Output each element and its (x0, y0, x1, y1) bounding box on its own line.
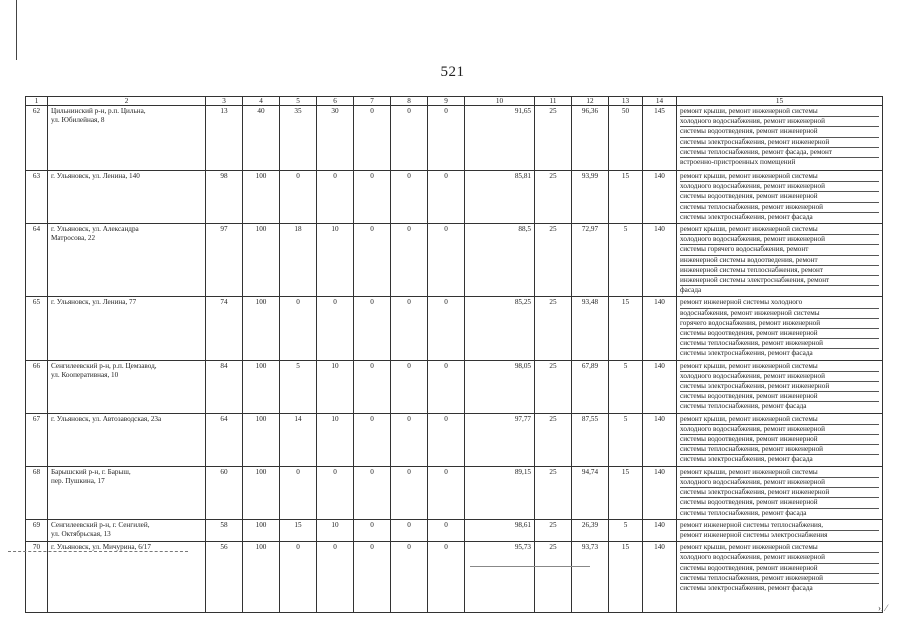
value-cell-c9: 0 (428, 542, 465, 613)
address-line: Барышский р-н, г. Барыш, (51, 467, 131, 476)
value-cell-c8: 0 (391, 542, 428, 613)
header-cell: 4 (243, 97, 280, 106)
row-number: 62 (26, 106, 48, 171)
address-line: Сенгилеевский р-н, г. Сенгилей, (51, 520, 150, 529)
header-cell: 13 (609, 97, 643, 106)
value-cell-c9: 0 (428, 519, 465, 541)
works-cell (677, 106, 883, 171)
value-cell-c11: 25 (535, 224, 572, 297)
value-cell-c7: 0 (354, 106, 391, 171)
value-cell-c4: 100 (243, 360, 280, 413)
value-cell-c13: 15 (609, 542, 643, 613)
table-row (26, 106, 883, 171)
table-row (26, 171, 883, 224)
value-cell-c14: 140 (643, 360, 677, 413)
value-cell-c4: 100 (243, 542, 280, 613)
address-line: ул. Кооперативная, 10 (51, 370, 119, 379)
value-cell-c6: 30 (317, 106, 354, 171)
value-cell-c13: 5 (609, 224, 643, 297)
works-line: холодного водоснабжения, ремонт инженерной (680, 553, 879, 563)
value-cell-c7: 0 (354, 542, 391, 613)
value-cell-c4: 100 (243, 466, 280, 519)
header-cell: 1 (26, 97, 48, 106)
header-cell: 12 (572, 97, 609, 106)
works-line: инженерной системы теплоснабжения, ремонт (680, 266, 879, 276)
works-line: холодного водоснабжения, ремонт инженерной (680, 478, 879, 488)
value-cell-c4: 100 (243, 413, 280, 466)
value-cell-c11: 25 (535, 171, 572, 224)
value-cell-c11: 25 (535, 413, 572, 466)
works-cell (677, 171, 883, 224)
works-line: системы теплоснабжения, ремонт инженерной (680, 574, 879, 584)
row-number: 69 (26, 519, 48, 541)
value-cell-c12: 93,73 (572, 542, 609, 613)
value-cell-c14: 140 (643, 466, 677, 519)
table-row (26, 466, 883, 519)
works-line: ремонт инженерной системы электроснабжения (680, 530, 828, 539)
works-cell (677, 466, 883, 519)
header-cell: 5 (280, 97, 317, 106)
repair-table (25, 96, 883, 613)
works-line: системы теплоснабжения, ремонт инженерной (680, 339, 879, 349)
value-cell-c5: 0 (280, 542, 317, 613)
works-line: системы горячего водоснабжения, ремонт (680, 245, 879, 255)
value-cell-c6: 0 (317, 297, 354, 360)
value-cell-c9: 0 (428, 224, 465, 297)
works-line: фасада (680, 286, 702, 295)
header-cell: 7 (354, 97, 391, 106)
value-cell-c11: 25 (535, 297, 572, 360)
header-row (26, 97, 883, 106)
value-cell-c12: 26,39 (572, 519, 609, 541)
value-cell-c3: 74 (206, 297, 243, 360)
works-line: водоснабжения, ремонт инженерной системы (680, 309, 879, 319)
value-cell-c13: 15 (609, 171, 643, 224)
works-line: системы электроснабжения, ремонт фасада (680, 349, 813, 358)
works-line: холодного водоснабжения, ремонт инженерной (680, 117, 879, 127)
works-line: ремонт крыши, ремонт инженерной системы (680, 362, 879, 372)
table-row (26, 519, 883, 541)
value-cell-c13: 15 (609, 297, 643, 360)
works-cell (677, 297, 883, 360)
address-cell (48, 171, 206, 224)
address-line: г. Ульяновск, ул. Ленина, 77 (51, 298, 137, 307)
value-cell-c3: 13 (206, 106, 243, 171)
margin-line (16, 0, 17, 60)
value-cell-c13: 15 (609, 466, 643, 519)
address-line: пер. Пушкина, 17 (51, 476, 105, 485)
value-cell-c7: 0 (354, 171, 391, 224)
value-cell-c12: 87,55 (572, 413, 609, 466)
value-cell-c10: 88,5 (465, 224, 535, 297)
row-number: 63 (26, 171, 48, 224)
value-cell-c3: 58 (206, 519, 243, 541)
value-cell-c13: 50 (609, 106, 643, 171)
header-cell: 2 (48, 97, 206, 106)
works-line: ремонт инженерной системы теплоснабжения, (680, 521, 879, 531)
value-cell-c7: 0 (354, 297, 391, 360)
value-cell-c9: 0 (428, 466, 465, 519)
address-cell (48, 297, 206, 360)
works-cell (677, 224, 883, 297)
works-line: ремонт инженерной системы холодного (680, 298, 879, 308)
value-cell-c3: 56 (206, 542, 243, 613)
value-cell-c10: 89,15 (465, 466, 535, 519)
address-cell (48, 106, 206, 171)
value-cell-c10: 97,77 (465, 413, 535, 466)
row-number: 67 (26, 413, 48, 466)
header-cell: 3 (206, 97, 243, 106)
value-cell-c6: 0 (317, 542, 354, 613)
table-row (26, 224, 883, 297)
works-line: ремонт крыши, ремонт инженерной системы (680, 225, 879, 235)
header-cell: 9 (428, 97, 465, 106)
value-cell-c12: 93,99 (572, 171, 609, 224)
value-cell-c4: 100 (243, 297, 280, 360)
value-cell-c7: 0 (354, 360, 391, 413)
value-cell-c5: 5 (280, 360, 317, 413)
address-cell (48, 360, 206, 413)
value-cell-c8: 0 (391, 106, 428, 171)
value-cell-c10: 85,81 (465, 171, 535, 224)
value-cell-c6: 0 (317, 171, 354, 224)
header-cell: 14 (643, 97, 677, 106)
value-cell-c14: 140 (643, 224, 677, 297)
value-cell-c13: 5 (609, 360, 643, 413)
value-cell-c14: 145 (643, 106, 677, 171)
works-line: системы водоотведения, ремонт инженерной (680, 329, 879, 339)
value-cell-c7: 0 (354, 466, 391, 519)
address-line: г. Ульяновск, ул. Ленина, 140 (51, 172, 140, 180)
address-line: г. Ульяновск, ул. Автозаводская, 23а (51, 414, 162, 423)
value-cell-c4: 100 (243, 171, 280, 224)
value-cell-c5: 0 (280, 466, 317, 519)
address-line: г. Ульяновск, ул. Александра (51, 225, 139, 234)
value-cell-c10: 98,61 (465, 519, 535, 541)
value-cell-c5: 15 (280, 519, 317, 541)
value-cell-c12: 67,89 (572, 360, 609, 413)
value-cell-c3: 84 (206, 360, 243, 413)
value-cell-c5: 0 (280, 171, 317, 224)
value-cell-c11: 25 (535, 360, 572, 413)
value-cell-c8: 0 (391, 224, 428, 297)
works-line: системы электроснабжения, ремонт фасада (680, 455, 813, 464)
address-cell (48, 466, 206, 519)
header-cell: 10 (465, 97, 535, 106)
value-cell-c10: 95,73 (465, 542, 535, 613)
works-line: системы теплоснабжения, ремонт инженерной (680, 445, 879, 455)
works-line: холодного водоснабжения, ремонт инженерной (680, 425, 879, 435)
value-cell-c13: 5 (609, 413, 643, 466)
works-line: инженерной системы водоотведения, ремонт (680, 256, 879, 266)
scan-artifact-line (470, 566, 590, 567)
address-line: Сенгилеевский р-н, р.п. Цемзавод, (51, 361, 157, 370)
value-cell-c12: 93,48 (572, 297, 609, 360)
row-number: 65 (26, 297, 48, 360)
value-cell-c14: 140 (643, 542, 677, 613)
value-cell-c11: 25 (535, 466, 572, 519)
value-cell-c14: 140 (643, 171, 677, 224)
works-line: системы электроснабжения, ремонт фасада (680, 583, 813, 592)
works-line: горячего водоснабжения, ремонт инженерной (680, 319, 879, 329)
address-cell (48, 224, 206, 297)
value-cell-c3: 98 (206, 171, 243, 224)
works-line: встроенно-пристроенных помещений (680, 158, 796, 167)
works-line: холодного водоснабжения, ремонт инженерной (680, 235, 879, 245)
value-cell-c3: 64 (206, 413, 243, 466)
value-cell-c6: 10 (317, 519, 354, 541)
value-cell-c14: 140 (643, 413, 677, 466)
works-line: системы водоотведения, ремонт инженерной (680, 192, 879, 202)
works-line: ремонт крыши, ремонт инженерной системы (680, 172, 879, 182)
value-cell-c12: 96,36 (572, 106, 609, 171)
address-line: ул. Юбилейная, 8 (51, 116, 105, 125)
table-row (26, 297, 883, 360)
works-line: ремонт крыши, ремонт инженерной системы (680, 543, 879, 553)
value-cell-c4: 100 (243, 519, 280, 541)
works-line: холодного водоснабжения, ремонт инженерной (680, 372, 879, 382)
works-line: холодного водоснабжения, ремонт инженерной (680, 182, 879, 192)
works-line: ремонт крыши, ремонт инженерной системы (680, 468, 879, 478)
value-cell-c9: 0 (428, 297, 465, 360)
value-cell-c8: 0 (391, 413, 428, 466)
table-row (26, 360, 883, 413)
scan-artifact-line (8, 551, 188, 552)
value-cell-c6: 10 (317, 224, 354, 297)
header-cell: 11 (535, 97, 572, 106)
works-line: системы теплоснабжения, ремонт фасада (680, 402, 807, 411)
row-number: 68 (26, 466, 48, 519)
works-cell (677, 542, 883, 613)
header-cell: 6 (317, 97, 354, 106)
value-cell-c9: 0 (428, 360, 465, 413)
address-cell (48, 519, 206, 541)
value-cell-c9: 0 (428, 413, 465, 466)
works-cell (677, 519, 883, 541)
value-cell-c5: 35 (280, 106, 317, 171)
header-cell: 8 (391, 97, 428, 106)
value-cell-c11: 25 (535, 542, 572, 613)
value-cell-c8: 0 (391, 297, 428, 360)
value-cell-c10: 91,65 (465, 106, 535, 171)
value-cell-c7: 0 (354, 413, 391, 466)
value-cell-c4: 100 (243, 224, 280, 297)
works-line: системы теплоснабжения, ремонт фасада, ремонт (680, 148, 879, 158)
address-cell (48, 413, 206, 466)
value-cell-c11: 25 (535, 106, 572, 171)
address-line: г. Ульяновск, ул. Мичурина, 6/17 (51, 543, 151, 552)
value-cell-c12: 72,97 (572, 224, 609, 297)
header-cell: 15 (677, 97, 883, 106)
works-line: системы электроснабжения, ремонт инженерной (680, 382, 879, 392)
works-line: системы электроснабжения, ремонт инженерной (680, 488, 879, 498)
table-row (26, 413, 883, 466)
value-cell-c8: 0 (391, 171, 428, 224)
works-cell (677, 413, 883, 466)
value-cell-c14: 140 (643, 519, 677, 541)
works-cell (677, 360, 883, 413)
address-line: Матросова, 22 (51, 234, 96, 243)
value-cell-c6: 0 (317, 466, 354, 519)
address-cell (48, 542, 206, 613)
works-line: системы электроснабжения, ремонт инженерной (680, 138, 879, 148)
value-cell-c5: 14 (280, 413, 317, 466)
value-cell-c3: 97 (206, 224, 243, 297)
value-cell-c6: 10 (317, 413, 354, 466)
value-cell-c12: 94,74 (572, 466, 609, 519)
works-line: системы электроснабжения, ремонт фасада (680, 212, 813, 221)
works-line: системы водоотведения, ремонт инженерной (680, 392, 879, 402)
address-line: ул. Октябрьская, 13 (51, 529, 111, 538)
row-number: 70 (26, 542, 48, 613)
works-line: системы водоотведения, ремонт инженерной (680, 498, 879, 508)
value-cell-c8: 0 (391, 466, 428, 519)
works-line: ремонт крыши, ремонт инженерной системы (680, 415, 879, 425)
value-cell-c8: 0 (391, 360, 428, 413)
value-cell-c10: 98,05 (465, 360, 535, 413)
value-cell-c8: 0 (391, 519, 428, 541)
works-line: системы водоотведения, ремонт инженерной (680, 564, 879, 574)
page-number: 521 (440, 64, 465, 80)
works-line: ремонт крыши, ремонт инженерной системы (680, 107, 879, 117)
value-cell-c9: 0 (428, 171, 465, 224)
value-cell-c13: 5 (609, 519, 643, 541)
works-line: системы водоотведения, ремонт инженерной (680, 127, 879, 137)
value-cell-c7: 0 (354, 519, 391, 541)
value-cell-c14: 140 (643, 297, 677, 360)
address-line: Цильнинский р-н, р.п. Цильна, (51, 107, 146, 115)
value-cell-c4: 40 (243, 106, 280, 171)
row-number: 66 (26, 360, 48, 413)
works-line: системы теплоснабжения, ремонт инженерной (680, 203, 879, 213)
value-cell-c11: 25 (535, 519, 572, 541)
value-cell-c6: 10 (317, 360, 354, 413)
value-cell-c7: 0 (354, 224, 391, 297)
value-cell-c9: 0 (428, 106, 465, 171)
value-cell-c10: 85,25 (465, 297, 535, 360)
works-line: инженерной системы электроснабжения, ремонт (680, 276, 879, 286)
value-cell-c3: 60 (206, 466, 243, 519)
scan-mark: ›, ⁄ (878, 603, 887, 613)
table-row (26, 542, 883, 613)
row-number: 64 (26, 224, 48, 297)
works-line: системы теплоснабжения, ремонт фасада (680, 508, 807, 517)
value-cell-c5: 18 (280, 224, 317, 297)
value-cell-c5: 0 (280, 297, 317, 360)
works-line: системы водоотведения, ремонт инженерной (680, 435, 879, 445)
